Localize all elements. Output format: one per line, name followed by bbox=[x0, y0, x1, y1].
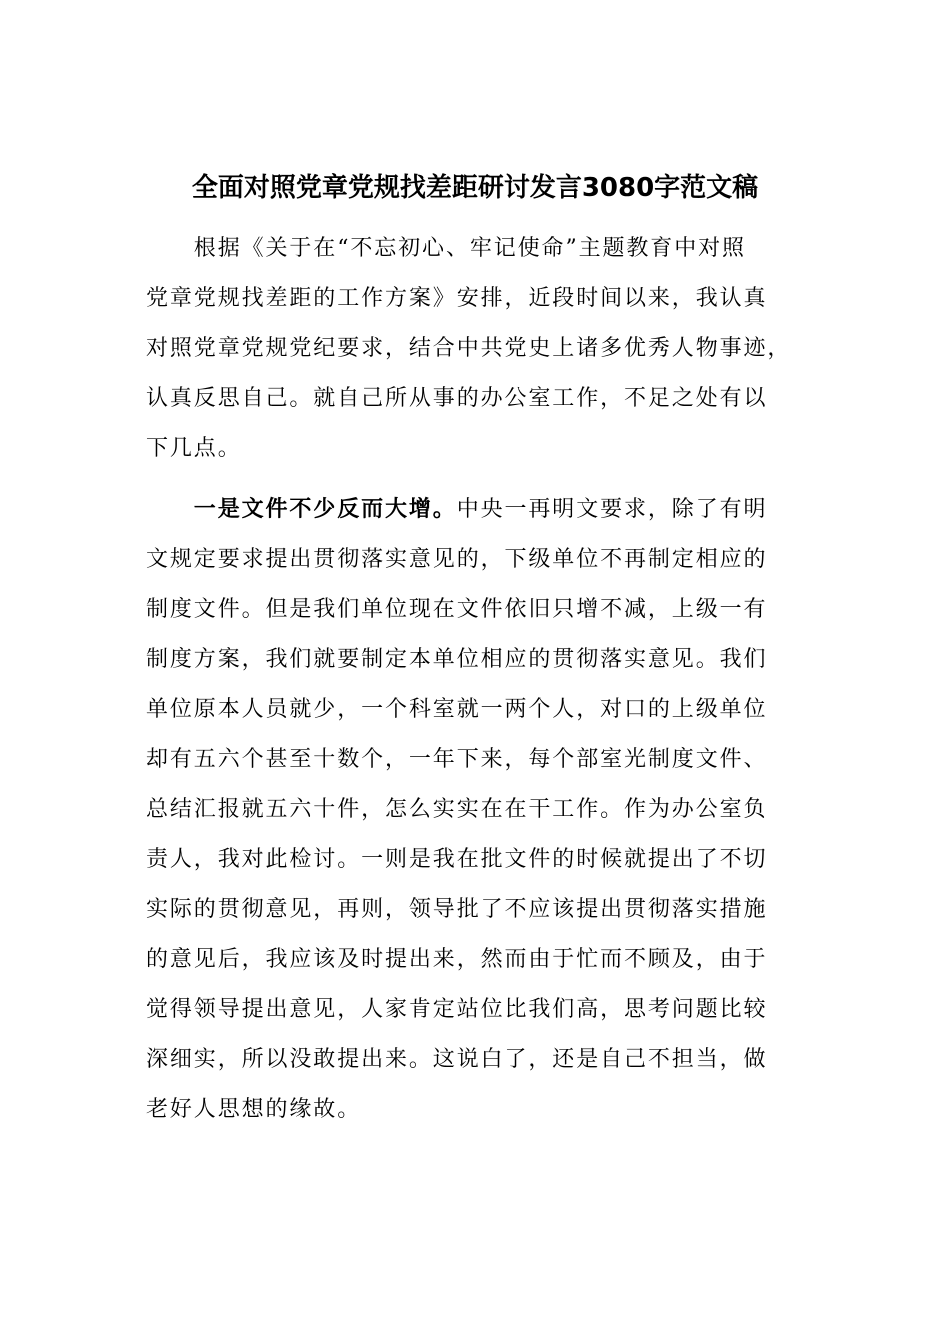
paragraph-line: 的意见后，我应该及时提出来，然而由于忙而不顾及，由于 bbox=[146, 947, 768, 972]
paragraph-line: 深细实，所以没敢提出来。这说白了，还是自己不担当，做 bbox=[146, 1047, 768, 1072]
paragraph-line: 觉得领导提出意见，人家肯定站位比我们高，思考问题比较 bbox=[146, 997, 768, 1022]
paragraph-point-one bbox=[146, 485, 806, 1135]
paragraph-text: 中央一再明文要求，除了有明 bbox=[456, 497, 768, 522]
paragraph-line: 根据《关于在“不忘初心、牢记使命”主题教育中对照 bbox=[146, 236, 746, 261]
paragraph-line: 老好人思想的缘故。 bbox=[146, 1097, 362, 1122]
paragraph-line: 制度文件。但是我们单位现在文件依旧只增不减，上级一有 bbox=[146, 597, 768, 622]
paragraph-line: 却有五六个甚至十数个，一年下来，每个部室光制度文件、 bbox=[146, 747, 768, 772]
paragraph-line: 总结汇报就五六十件，怎么实实在在干工作。作为办公室负 bbox=[146, 797, 768, 822]
paragraph-intro bbox=[146, 224, 806, 474]
paragraph-line: 党章党规找差距的工作方案》安排，近段时间以来，我认真 bbox=[146, 286, 768, 311]
document-title: 全面对照党章党规找差距研讨发言3080字范文稿 bbox=[191, 173, 759, 203]
paragraph-line: 责人，我对此检讨。一则是我在批文件的时候就提出了不切 bbox=[146, 847, 768, 872]
section-heading: 一是文件不少反而大增。 bbox=[146, 497, 457, 522]
paragraph-line bbox=[146, 485, 806, 535]
paragraph-line: 单位原本人员就少，一个科室就一两个人，对口的上级单位 bbox=[146, 697, 768, 722]
paragraph-line: 文规定要求提出贯彻落实意见的，下级单位不再制定相应的 bbox=[146, 547, 768, 572]
paragraph-line: 对照党章党规党纪要求，结合中共党史上诸多优秀人物事迹， bbox=[146, 336, 792, 361]
paragraph-line: 实际的贯彻意见，再则，领导批了不应该提出贯彻落实措施 bbox=[146, 897, 768, 922]
paragraph-line: 下几点。 bbox=[146, 436, 242, 461]
paragraph-line: 认真反思自己。就自己所从事的办公室工作，不足之处有以 bbox=[146, 386, 768, 411]
paragraph-line: 制度方案，我们就要制定本单位相应的贯彻落实意见。我们 bbox=[146, 647, 768, 672]
